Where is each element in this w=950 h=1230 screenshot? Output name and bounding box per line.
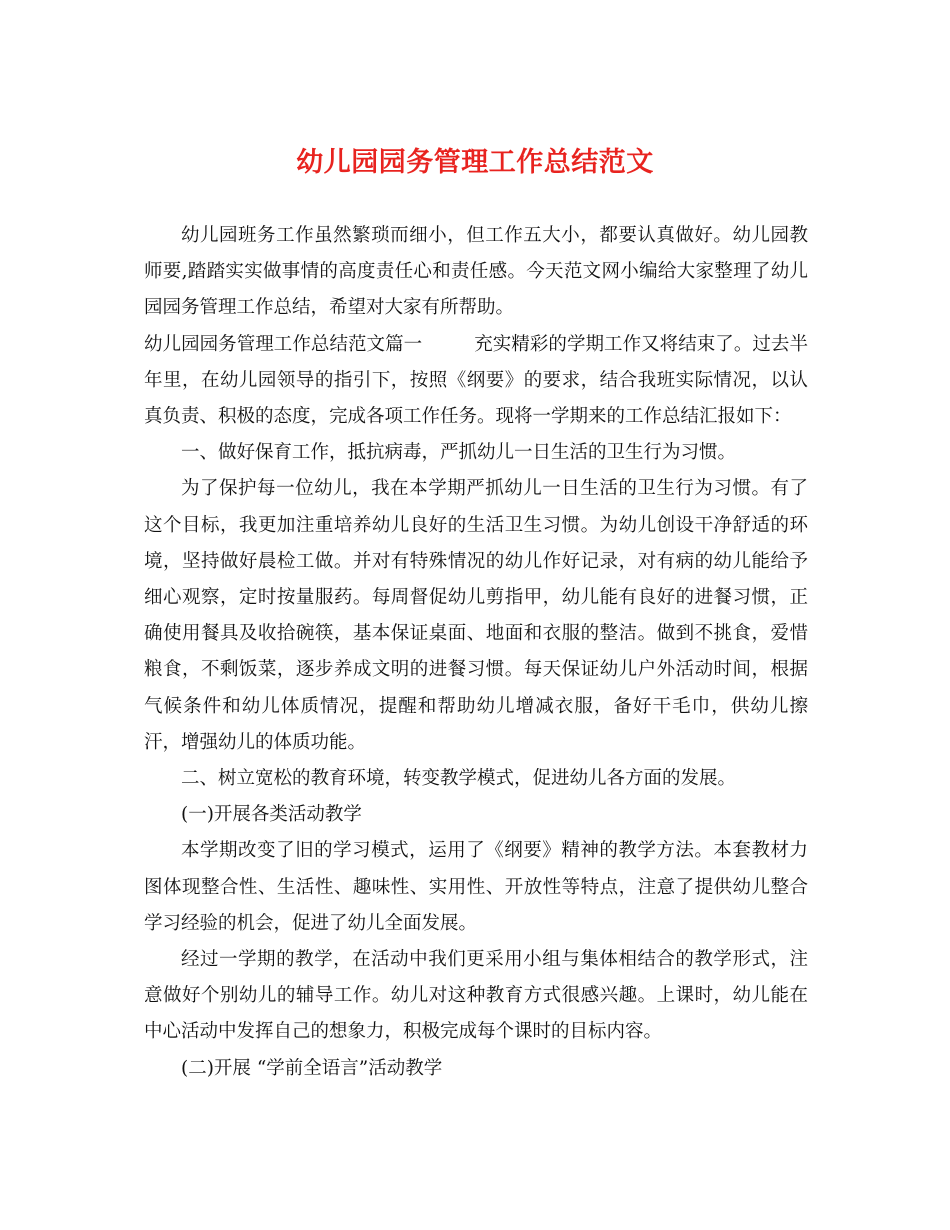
part-paragraph <box>144 327 808 436</box>
part-opening: 充实精彩的学期工作又将结束了。过去半年里，在幼儿园领导的指引下，按照《纲要》的要求，结合我班实际情况，以认真负责、积极的态度，完成各项工作任务。现将一学期来的工作总结汇报如下： <box>144 333 808 428</box>
subsection2-heading: (二)开展 “学前全语言”活动教学 <box>181 1057 443 1079</box>
document-title: 幼儿园园务管理工作总结范文 <box>296 147 654 178</box>
intro-paragraph: 幼儿园班务工作虽然繁琐而细小，但工作五大小，都要认真做好。幼儿园教师要,踏踏实实做事情的高度责任心和责任感。今天范文网小编给大家整理了幼儿园园务管理工作总结，希望对大家有所帮助。 <box>144 225 808 319</box>
subsection1-paragraph-2: 经过一学期的教学，在活动中我们更采用小组与集体相结合的教学形式，注意做好个别幼儿的辅导工作。幼儿对这种教育方式很感兴趣。上课时，幼儿能在中心活动中发挥自己的想象力，积极完成每个课时的目标内容。 <box>144 949 808 1043</box>
part-heading: 幼儿园园务管理工作总结范文篇一 <box>144 333 423 355</box>
subsection1-heading: (一)开展各类活动教学 <box>181 804 362 826</box>
section2-heading: 二、树立宽松的教育环境，转变教学模式，促进幼儿各方面的发展。 <box>181 768 737 790</box>
section1-body: 为了保护每一位幼儿，我在本学期严抓幼儿一日生活的卫生行为习惯。有了这个目标，我更加注重培养幼儿良好的生活卫生习惯。为幼儿创设干净舒适的环境，坚持做好晨检工做。并对有特殊情况的幼儿作好记录，对有病的幼儿能给予细心观察，定时按量服药。每周督促幼儿剪指甲，幼儿能有良好的进餐习惯，正确使用餐具及收拾碗筷，基本保证桌面、地面和衣服的整洁。做到不挑食，爱惜粮食，不剩饭菜，逐步养成文明的进餐习惯。每天保证幼儿户外活动时间，根据气候条件和幼儿体质情况，提醒和帮助幼儿增减衣服，备好干毛巾，供幼儿擦汗，增强幼儿的体质功能。 <box>144 478 808 753</box>
subsection1-paragraph-1: 本学期改变了旧的学习模式，运用了《纲要》精神的教学方法。本套教材力图体现整合性、生活性、趣味性、实用性、开放性等特点，注意了提供幼儿整合学习经验的机会，促进了幼儿全面发展。 <box>144 840 808 934</box>
section1-heading: 一、做好保育工作，抵抗病毒，严抓幼儿一日生活的卫生行为习惯。 <box>181 442 737 464</box>
document-body <box>144 218 808 1087</box>
